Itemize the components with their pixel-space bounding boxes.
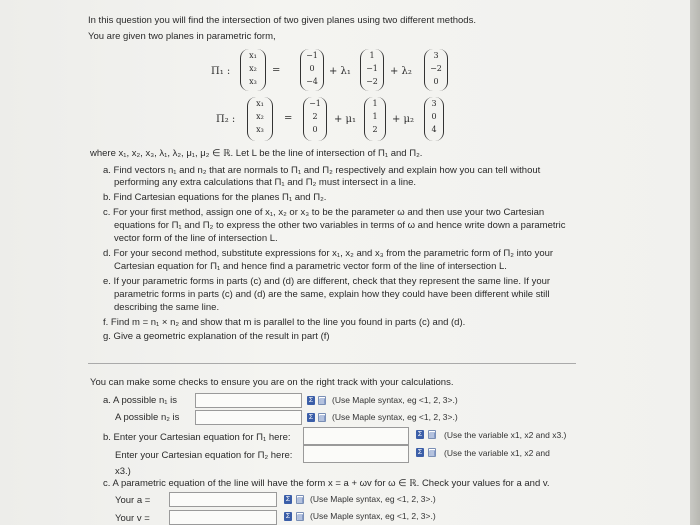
vec-entry: 0 [312, 125, 318, 134]
lambda2: + λ₂ [390, 66, 412, 77]
check-b-label-2: Enter your Cartesian equation for Π₂ here: [115, 450, 293, 461]
check-c-label: c. A parametric equation of the line will have the form x = a + ωv for ω ∈ ℝ. Check your values for a and v. [103, 478, 550, 489]
plane1-dir2-vector [424, 49, 448, 91]
n2-input[interactable] [195, 410, 302, 425]
maple-hint: (Use Maple syntax, eg <1, 2, 3>.) [310, 511, 436, 521]
screen-edge [690, 0, 700, 525]
plane2-x-vector [247, 97, 273, 141]
a-vector-input[interactable] [169, 492, 277, 507]
vec-entry: 0 [431, 112, 437, 121]
equation-editor-icon[interactable]: Σ [308, 397, 314, 404]
vec-entry: 1 [372, 99, 378, 108]
plane1-dir1-vector [360, 49, 384, 91]
x1: x₁ [256, 99, 264, 108]
plane2-point-vector [303, 97, 327, 141]
check-a-label-2: A possible n₂ is [115, 412, 180, 423]
vec-entry: 0 [309, 64, 315, 73]
vec-entry: −1 [306, 51, 318, 60]
part-c-line-3: vector form of the line of intersection L. [114, 233, 278, 244]
equation-editor-icon[interactable]: Σ [417, 431, 423, 438]
vec-entry: −2 [430, 64, 442, 73]
part-c-line-1: c. For your first method, assign one of x₁, x₂ or x₃ to be the parameter ω and then use your two Cartesian [103, 207, 545, 218]
x1: x₁ [249, 51, 257, 60]
part-g: g. Give a geometric explanation of the result in part (f) [103, 331, 330, 342]
x3: x₃ [249, 77, 257, 86]
your-v-label: Your v = [115, 513, 150, 524]
vec-entry: −4 [306, 77, 318, 86]
equals-sign: = [272, 65, 281, 76]
part-a-line-1: a. Find vectors n₁ and n₂ that are normals to Π₁ and Π₂ respectively and explain how you can tell without [103, 165, 541, 176]
equals-sign: = [284, 113, 293, 124]
variable-hint-continued: x3.) [115, 466, 131, 477]
section-divider [88, 363, 576, 364]
preview-icon[interactable]: ▤ [297, 514, 304, 521]
part-e-line-2: parametric forms in parts (c) and (d) are the same, explain how they could have been different while still [114, 289, 550, 300]
vec-entry: −1 [309, 99, 321, 108]
plane1-label: Π₁ : [211, 66, 231, 77]
equation-editor-icon[interactable]: Σ [417, 449, 423, 456]
equation-editor-icon[interactable]: Σ [285, 513, 291, 520]
vec-entry: 3 [433, 51, 439, 60]
x2: x₂ [249, 64, 257, 73]
preview-icon[interactable]: ▤ [429, 432, 436, 439]
n1-input[interactable] [195, 393, 302, 408]
maple-hint: (Use Maple syntax, eg <1, 2, 3>.) [332, 395, 458, 405]
mu1: + μ₁ [334, 114, 357, 125]
vec-entry: 3 [431, 99, 437, 108]
mu2: + μ₂ [392, 114, 415, 125]
plane2-dir1-vector [364, 97, 386, 141]
plane1-cartesian-input[interactable] [303, 427, 409, 445]
preview-icon[interactable]: ▤ [429, 450, 436, 457]
checks-intro: You can make some checks to ensure you are on the right track with your calculations. [90, 377, 454, 388]
check-a-label-1: a. A possible n₁ is [103, 395, 177, 406]
lambda1: + λ₁ [329, 66, 351, 77]
vec-entry: 1 [369, 51, 375, 60]
intro-line-2: You are given two planes in parametric form, [88, 31, 276, 42]
vec-entry: −1 [366, 64, 378, 73]
intro-line-1: In this question you will find the intersection of two given planes using two different methods. [88, 15, 476, 26]
part-e-line-3: describing the same line. [114, 302, 220, 313]
v-vector-input[interactable] [169, 510, 277, 525]
part-d-line-2: Cartesian equation for Π₁ and hence find a parametric vector form of the line of intersection L. [114, 261, 507, 272]
preview-icon[interactable]: ▤ [297, 497, 304, 504]
plane2-cartesian-input[interactable] [303, 445, 409, 463]
x3: x₃ [256, 125, 264, 134]
vec-entry: −2 [366, 77, 378, 86]
variable-hint: (Use the variable x1, x2 and x3.) [444, 430, 567, 440]
plane2-label: Π₂ : [216, 114, 236, 125]
vec-entry: 2 [372, 125, 378, 134]
check-b-label-1: b. Enter your Cartesian equation for Π₁ here: [103, 432, 291, 443]
vec-entry: 0 [433, 77, 439, 86]
preview-icon[interactable]: ▤ [319, 398, 326, 405]
part-f: f. Find m = n₁ × n₂ and show that m is parallel to the line you found in parts (c) and (d). [103, 317, 466, 328]
maple-hint: (Use Maple syntax, eg <1, 2, 3>.) [332, 412, 458, 422]
vec-entry: 1 [372, 112, 378, 121]
plane2-dir2-vector [424, 97, 444, 141]
where-line: where x₁, x₂, x₃, λ₁, λ₂, μ₁, μ₂ ∈ ℝ. Let L be the line of intersection of Π₁ and Π₂. [90, 148, 423, 159]
maple-hint: (Use Maple syntax, eg <1, 2, 3>.) [310, 494, 436, 504]
equation-editor-icon[interactable]: Σ [285, 496, 291, 503]
plane1-point-vector [300, 49, 324, 91]
equation-editor-icon[interactable]: Σ [308, 414, 314, 421]
vec-entry: 4 [431, 125, 437, 134]
part-a-line-2: performing any extra calculations that Π₁ and Π₂ must intersect in a line. [114, 177, 417, 188]
your-a-label: Your a = [115, 495, 151, 506]
plane1-x-vector [240, 49, 266, 91]
part-d-line-1: d. For your second method, substitute expressions for x₁, x₂ and x₃ from the parametric form of Π₂ into your [103, 248, 554, 259]
part-e-line-1: e. If your parametric forms in parts (c) and (d) are different, check that they represent the same line. If your [103, 276, 551, 287]
variable-hint: (Use the variable x1, x2 and [444, 448, 550, 458]
vec-entry: 2 [312, 112, 318, 121]
preview-icon[interactable]: ▤ [319, 415, 326, 422]
part-c-line-2: equations for Π₁ and Π₂ to express the other two variables in terms of ω and hence write down a parametric [114, 220, 566, 231]
x2: x₂ [256, 112, 264, 121]
part-b: b. Find Cartesian equations for the planes Π₁ and Π₂. [103, 192, 327, 203]
